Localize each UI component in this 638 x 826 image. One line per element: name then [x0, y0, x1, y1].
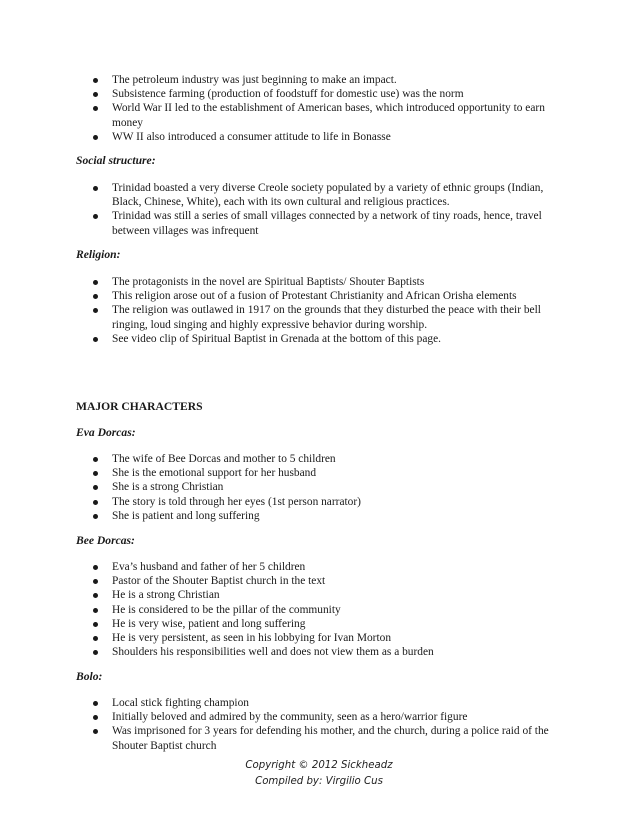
eva-bullet-list — [93, 452, 563, 523]
bullet-text: He is a strong Christian — [112, 589, 220, 602]
list-item — [93, 710, 563, 724]
bullet-icon — [93, 457, 98, 462]
bullet-icon — [93, 471, 98, 476]
bullet-text: Was imprisoned for 3 years for defending his mother, and the church, during a police raid of the Shouter Baptist church — [112, 725, 549, 752]
bullet-icon — [93, 715, 98, 720]
list-item — [93, 130, 563, 144]
list-item — [93, 466, 563, 480]
list-item — [93, 87, 563, 101]
bullet-text: Initially beloved and admired by the community, seen as a hero/warrior figure — [112, 711, 468, 724]
bullet-icon — [93, 729, 98, 734]
list-item — [93, 631, 563, 645]
religion-heading: Religion: — [76, 248, 121, 261]
list-item — [93, 495, 563, 509]
bullet-text: Eva’s husband and father of her 5 children — [112, 561, 306, 573]
bullet-icon — [93, 485, 98, 490]
bee-bullet-list — [93, 560, 563, 659]
list-item — [93, 509, 563, 523]
bullet-text: Pastor of the Shouter Baptist church in the text — [112, 575, 326, 588]
bullet-text: This religion arose out of a fusion of Protestant Christianity and African Orisha elements — [112, 290, 517, 303]
footer-compiled-by: Compiled by: Virgilio Cus — [255, 776, 383, 787]
bullet-text: The religion was outlawed in 1917 on the grounds that they disturbed the peace with their bell ringing, loud singing and highly expressive behavior during worship. — [112, 304, 541, 331]
bullet-text: She is patient and long suffering — [112, 509, 260, 522]
bullet-icon — [93, 92, 98, 97]
list-item — [93, 303, 563, 331]
list-item — [93, 617, 563, 631]
bullet-icon — [93, 337, 98, 342]
bullet-icon — [93, 280, 98, 285]
bullet-text: She is a strong Christian — [112, 481, 224, 494]
bullet-icon — [93, 500, 98, 505]
bullet-text: Shoulders his responsibilities well and does not view them as a burden — [112, 646, 434, 659]
list-item — [93, 209, 563, 237]
bullet-icon — [93, 701, 98, 706]
bullet-text: The wife of Bee Dorcas and mother to 5 children — [112, 453, 336, 465]
list-item — [93, 724, 563, 752]
bullet-icon — [93, 78, 98, 83]
economy-bullet-list — [93, 73, 563, 144]
bullet-text: See video clip of Spiritual Baptist in Grenada at the bottom of this page. — [112, 332, 441, 345]
footer-copyright: Copyright © 2012 Sickheadz — [245, 760, 393, 771]
list-item — [93, 332, 563, 346]
bolo-bullet-list — [93, 696, 563, 753]
bullet-icon — [93, 565, 98, 570]
list-item — [93, 452, 563, 466]
list-item — [93, 181, 563, 209]
bolo-heading: Bolo: — [76, 670, 103, 683]
bullet-text: He is very wise, patient and long suffering — [112, 617, 306, 630]
bullet-text: World War II led to the establishment of American bases, which introduced opportunity to earn money — [112, 102, 545, 129]
list-item — [93, 480, 563, 494]
major-characters-heading: MAJOR CHARACTERS — [76, 400, 203, 413]
list-item — [93, 588, 563, 602]
bullet-text: The petroleum industry was just beginning to make an impact. — [112, 74, 397, 86]
social-structure-heading: Social structure: — [76, 154, 156, 167]
list-item — [93, 73, 563, 87]
bullet-icon — [93, 636, 98, 641]
bullet-text: She is the emotional support for her husband — [112, 467, 317, 480]
bullet-icon — [93, 514, 98, 519]
list-item — [93, 696, 563, 710]
bullet-text: Local stick fighting champion — [112, 697, 249, 709]
eva-dorcas-heading: Eva Dorcas: — [76, 426, 136, 439]
bullet-text: The protagonists in the novel are Spiritual Baptists/ Shouter Baptists — [112, 276, 425, 288]
bullet-text: Trinidad boasted a very diverse Creole society populated by a variety of ethnic groups (Indian, Black, Chinese, White), each with its own cultural and religious practices. — [112, 182, 544, 209]
bullet-text: He is very persistent, as seen in his lobbying for Ivan Morton — [112, 632, 392, 645]
list-item — [93, 603, 563, 617]
bullet-icon — [93, 579, 98, 584]
bullet-text: Trinidad was still a series of small villages connected by a network of tiny roads, hence, travel between villages was infrequent — [112, 210, 542, 237]
religion-bullet-list — [93, 275, 563, 346]
bullet-icon — [93, 308, 98, 313]
bullet-icon — [93, 650, 98, 655]
bullet-icon — [93, 214, 98, 219]
bullet-icon — [93, 593, 98, 598]
bullet-icon — [93, 622, 98, 627]
bullet-icon — [93, 186, 98, 191]
list-item — [93, 101, 563, 129]
bullet-icon — [93, 294, 98, 299]
bullet-text: Subsistence farming (production of foodstuff for domestic use) was the norm — [112, 88, 464, 101]
bullet-icon — [93, 608, 98, 613]
list-item — [93, 289, 563, 303]
bullet-text: WW II also introduced a consumer attitude to life in Bonasse — [112, 130, 391, 143]
list-item — [93, 560, 563, 574]
bullet-icon — [93, 135, 98, 140]
bullet-text: He is considered to be the pillar of the community — [112, 603, 341, 616]
list-item — [93, 574, 563, 588]
list-item — [93, 275, 563, 289]
list-item — [93, 645, 563, 659]
bullet-text: The story is told through her eyes (1st person narrator) — [112, 495, 361, 508]
social-bullet-list — [93, 181, 563, 238]
bee-dorcas-heading: Bee Dorcas: — [76, 534, 135, 547]
bullet-icon — [93, 106, 98, 111]
